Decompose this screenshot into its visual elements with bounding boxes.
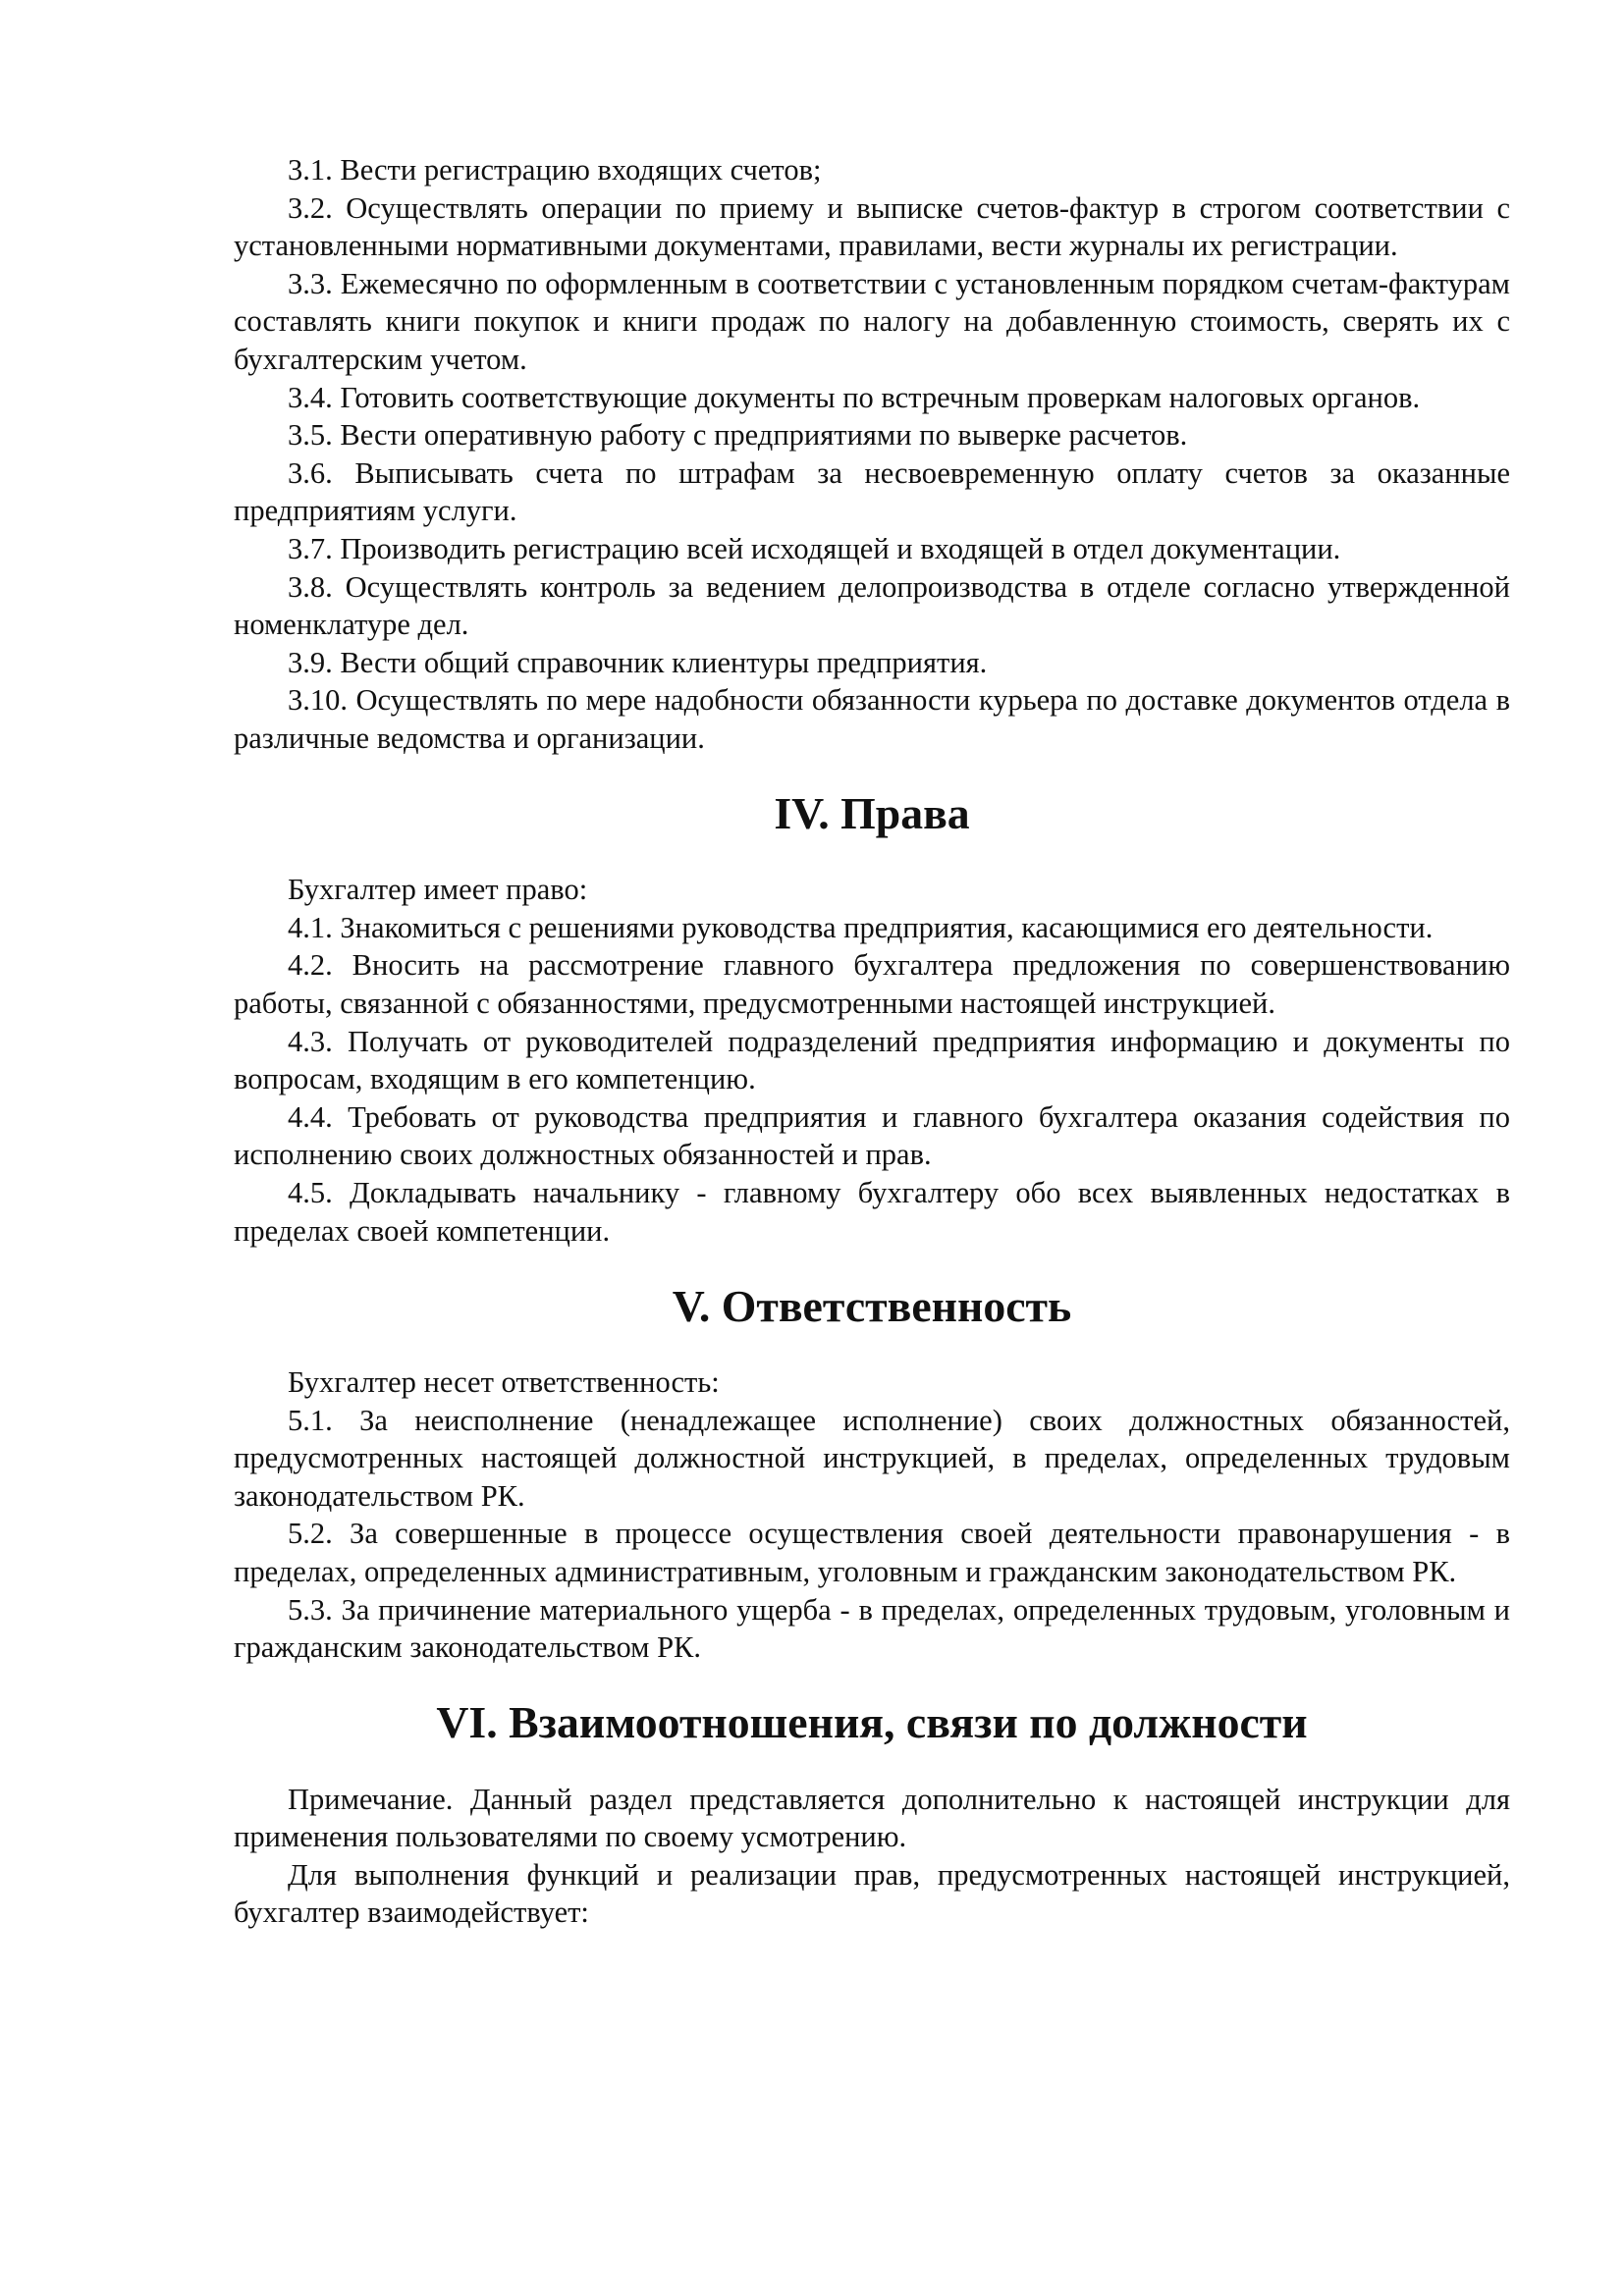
section-heading-rights: IV. Права xyxy=(774,788,970,839)
paragraph-3-3: 3.3. Ежемесячно по оформленным в соответствии с установленным порядком счетам-фактурам составлять книги покупок и книги продаж по налогу на добавленную стоимость, сверять их с бухгалтерским учетом. xyxy=(234,266,1510,376)
section-intro-responsibility: Бухгалтер несет ответственность: xyxy=(288,1365,720,1399)
section-heading-responsibility: V. Ответственность xyxy=(672,1280,1072,1331)
paragraph-3-5: 3.5. Вести оперативную работу с предприятиями по выверке расчетов. xyxy=(288,418,1188,453)
section-intro-rights: Бухгалтер имеет право: xyxy=(288,873,588,907)
paragraph-3-1: 3.1. Вести регистрацию входящих счетов; xyxy=(288,153,822,187)
paragraph-3-8: 3.8. Осуществлять контроль за ведением делопроизводства в отделе согласно утвержденной номенклатуре дел. xyxy=(234,569,1510,642)
section-note-relationships: Примечание. Данный раздел представляется дополнительно к настоящей инструкции для применения пользователями по своему усмотрению. xyxy=(234,1782,1510,1854)
paragraph-4-2: 4.2. Вносить на рассмотрение главного бухгалтера предложения по совершенствованию работы, связанной с обязанностями, предусмотренными настоящей инструкцией. xyxy=(234,948,1510,1021)
paragraph-4-1: 4.1. Знакомиться с решениями руководства предприятия, касающимися его деятельности. xyxy=(288,910,1434,944)
paragraph-4-3: 4.3. Получать от руководителей подразделений предприятия информацию и документы по вопросам, входящим в его компетенцию. xyxy=(234,1024,1510,1096)
paragraph-5-3: 5.3. За причинение материального ущерба - в пределах, определенных трудовым, уголовным и гражданским законодательством РК. xyxy=(234,1592,1510,1665)
paragraph-3-2: 3.2. Осуществлять операции по приему и выписке счетов-фактур в строгом соответствии с установленными нормативными документами, правилами, вести журналы их регистрации. xyxy=(234,190,1510,263)
section-heading-relationships: VI. Взаимоотношения, связи по должности xyxy=(436,1697,1308,1748)
section-intro-relationships: Для выполнения функций и реализации прав, предусмотренных настоящей инструкцией, бухгалтер взаимодействует: xyxy=(234,1857,1510,1930)
paragraph-5-2: 5.2. За совершенные в процессе осуществления своей деятельности правонарушения - в пределах, определенных административным, уголовным и гражданским законодательством РК. xyxy=(234,1517,1510,1588)
paragraph-3-10: 3.10. Осуществлять по мере надобности обязанности курьера по доставке документов отдела в различные ведомства и организации. xyxy=(234,683,1510,755)
paragraph-5-1: 5.1. За неисполнение (ненадлежащее исполнение) своих должностных обязанностей, предусмотренных настоящей должностной инструкцией, в пределах, определенных трудовым законодательством РК. xyxy=(234,1403,1510,1513)
document-page xyxy=(234,151,1510,1932)
paragraph-4-4: 4.4. Требовать от руководства предприятия и главного бухгалтера оказания содействия по исполнению своих должностных обязанностей и прав. xyxy=(234,1099,1510,1172)
paragraph-3-4: 3.4. Готовить соответствующие документы по встречным проверкам налоговых органов. xyxy=(288,380,1421,414)
paragraph-3-6: 3.6. Выписывать счета по штрафам за несвоевременную оплату счетов за оказанные предприятиям услуги. xyxy=(234,455,1510,528)
paragraph-3-7: 3.7. Производить регистрацию всей исходящей и входящей в отдел документации. xyxy=(288,531,1341,565)
paragraph-4-5: 4.5. Докладывать начальнику - главному бухгалтеру обо всех выявленных недостатках в пределах своей компетенции. xyxy=(234,1176,1510,1248)
paragraph-3-9: 3.9. Вести общий справочник клиентуры предприятия. xyxy=(288,645,988,679)
